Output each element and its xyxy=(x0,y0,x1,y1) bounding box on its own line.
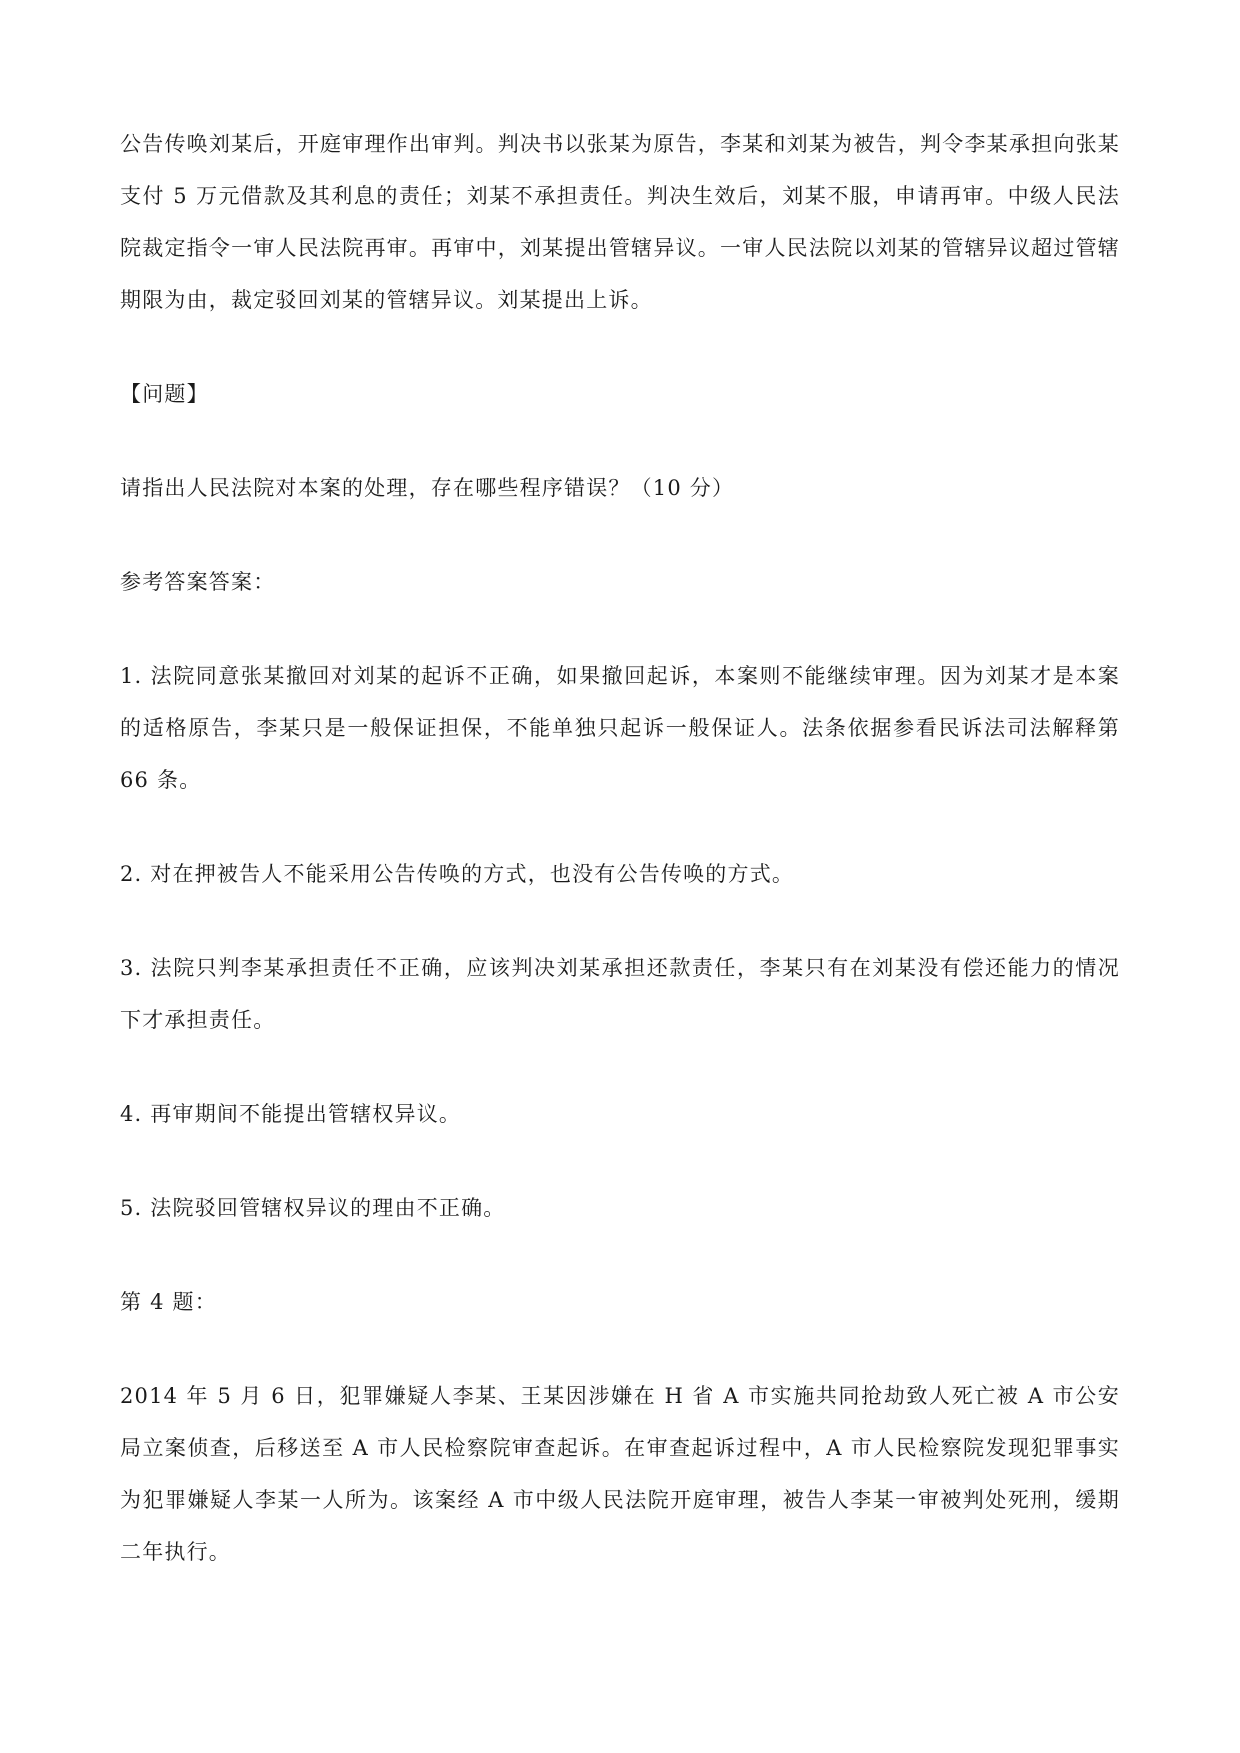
answer-heading: 参考答案答案： xyxy=(120,570,276,594)
answer-item-2: 2. 对在押被告人不能采用公告传唤的方式，也没有公告传唤的方式。 xyxy=(120,862,795,886)
answer-item-1: 1. 法院同意张某撤回对刘某的起诉不正确，如果撤回起诉，本案则不能继续审理。因为刘某才是本案的适格原告，李某只是一般保证担保，不能单独只起诉一般保证人。法条依据参看民诉法司法解释第 66 条。 xyxy=(120,664,1120,792)
case-facts-paragraph: 公告传唤刘某后，开庭审理作出审判。判决书以张某为原告，李某和刘某为被告，判令李某承担向张某支付 5 万元借款及其利息的责任；刘某不承担责任。判决生效后，刘某不服，申请再审。中级人民法院裁定指令一审人民法院再审。再审中，刘某提出管辖异议。一审人民法院以刘某的管辖异议超过管辖期限为由，裁定驳回刘某的管辖异议。刘某提出上诉。 xyxy=(120,132,1120,312)
answer-item-3: 3. 法院只判李某承担责任不正确，应该判决刘某承担还款责任，李某只有在刘某没有偿还能力的情况下才承担责任。 xyxy=(120,956,1120,1032)
answer-item-5: 5. 法院驳回管辖权异议的理由不正确。 xyxy=(120,1196,506,1220)
question-4-heading: 第 4 题： xyxy=(120,1290,217,1314)
question-4-facts: 2014 年 5 月 6 日，犯罪嫌疑人李某、王某因涉嫌在 H 省 A 市实施共同抢劫致人死亡被 A 市公安局立案侦查，后移送至 A 市人民检察院审查起诉。在审查起诉过程中，A 市人民检察院发现犯罪事实为犯罪嫌疑人李某一人所为。该案经 A 市中级人民法院开庭审理，被告人李某一审被判处死刑，缓期二年执行。 xyxy=(120,1384,1120,1564)
question-text: 请指出人民法院对本案的处理，存在哪些程序错误？（10 分） xyxy=(120,476,735,500)
answer-item-4: 4. 再审期间不能提出管辖权异议。 xyxy=(120,1102,462,1126)
question-heading: 【问题】 xyxy=(120,382,209,406)
